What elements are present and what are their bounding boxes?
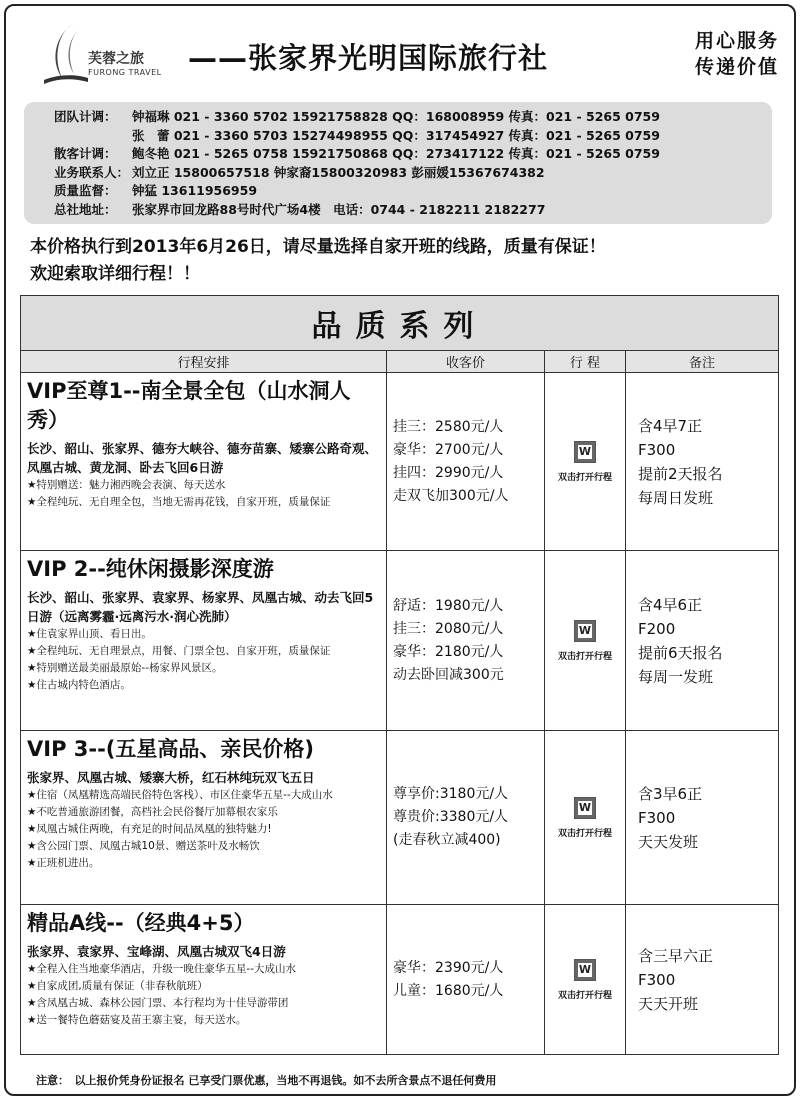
- word-glyph: W: [578, 962, 592, 976]
- contact-text: 张 蕾 021 - 3360 5703 15274498955 QQ：317454927 传真：021 - 5265 0759: [132, 127, 660, 143]
- price-line: 尊享价:3180元/人: [393, 786, 509, 802]
- price-line: 挂三：2080元/人: [393, 620, 504, 637]
- route-title: VIP 2--纯休闲摄影深度游: [27, 557, 274, 581]
- remark-line: 含3早6正: [638, 784, 703, 803]
- itinerary-cell: [21, 731, 387, 905]
- price-line: 豪华：2700元/人: [393, 441, 504, 458]
- route-note: ★含公园门票、凤凰古城10景、赠送茶叶及水畅饮: [27, 840, 260, 852]
- price-cell: [387, 905, 545, 1055]
- col-header-schedule: 行 程: [545, 351, 626, 373]
- itinerary-cell: [21, 905, 387, 1055]
- word-document-icon[interactable]: [574, 441, 596, 463]
- remark-line: 含4早7正: [638, 416, 703, 435]
- contact-row: [54, 182, 772, 201]
- price-line: 儿童：1680元/人: [393, 982, 504, 999]
- route-note: ★含凤凰古城、森林公园门票、本行程均为十佳导游带团: [27, 997, 289, 1009]
- contact-label: 团队计调：: [54, 109, 117, 124]
- contact-label: 业务联系人：: [54, 164, 130, 180]
- route-summary: 长沙、韶山、张家界、袁家界、杨家界、凤凰古城、动去飞回5日游（远离雾霾·远离污水·润心洗肺）: [27, 590, 374, 624]
- route-note: ★住袁家界山顶、看日出。: [27, 628, 152, 640]
- table-row: [21, 551, 779, 731]
- route-summary: 张家界、袁家界、宝峰湖、凤凰古城双飞4日游: [27, 944, 286, 959]
- remark-line: F300: [638, 970, 676, 989]
- schedule-cell[interactable]: [545, 373, 626, 551]
- contact-row: [54, 201, 772, 220]
- slogan-line-1: 用心服务: [694, 30, 779, 52]
- contact-row: [54, 164, 772, 183]
- price-notice: [30, 234, 606, 288]
- schedule-cell[interactable]: [545, 905, 626, 1055]
- contact-label: 质量监督：: [54, 183, 117, 198]
- word-glyph: W: [578, 623, 592, 637]
- price-line: 尊贵价:3380元/人: [393, 809, 509, 825]
- remarks-cell: [626, 731, 779, 905]
- header: [20, 14, 785, 94]
- remark-line: F300: [638, 808, 676, 827]
- route-note: ★不吃普通旅游团餐，高档社会民俗餐厅加幕根农家乐: [27, 806, 278, 818]
- remark-line: 提前2天报名: [638, 464, 723, 483]
- word-glyph: W: [578, 800, 592, 814]
- price-line: 舒适：1980元/人: [393, 597, 504, 614]
- notice-line-1: 本价格执行到2013年6月26日，请尽量选择自家开班的线路，质量有保证！: [30, 237, 606, 257]
- itinerary-table: [20, 295, 779, 1055]
- notice-line-2: 欢迎索取详细行程！！: [30, 264, 200, 284]
- route-note: ★特别赠送：魅力湘西晚会表演、每天送水: [27, 479, 226, 491]
- route-summary: 张家界、凤凰古城、矮寨大桥，红石林纯玩双飞五日: [27, 770, 315, 785]
- itinerary-cell: [21, 551, 387, 731]
- contact-panel: [24, 102, 772, 224]
- footer-note: 注意： 以上报价凭身份证报名 已享受门票优惠，当地不再退钱。如不去所含景点不退任何费用: [36, 1074, 497, 1087]
- route-summary: 长沙、韶山、张家界、德夯大峡谷、德夯苗寨、矮寨公路奇观、凤凰古城、黄龙洞、卧去飞回6日游: [27, 441, 378, 475]
- route-note: ★特别赠送最美丽最原始--杨家界风景区。: [27, 662, 223, 674]
- route-title: VIP 3--(五星高品、亲民价格): [27, 737, 315, 761]
- table-row: [21, 905, 779, 1055]
- col-header-price: 收客价: [387, 351, 545, 373]
- remarks-cell: [626, 551, 779, 731]
- remark-line: 每周一发班: [638, 667, 714, 686]
- slogan-line-2: 传递价值: [694, 56, 779, 78]
- price-line: 挂三：2580元/人: [393, 418, 504, 435]
- route-note: ★住宿（凤凰精选高端民俗特色客栈）、市区住豪华五星--大成山水: [27, 789, 333, 801]
- remark-line: 含三早六正: [638, 946, 714, 965]
- contact-text: 刘立正 15800657518 钟家裔15800320983 彭丽媛15367674382: [132, 164, 545, 180]
- contact-row: [54, 127, 772, 146]
- remarks-cell: [626, 373, 779, 551]
- contact-text: 钟猛 13611956959: [132, 183, 258, 198]
- contact-text: 钟福琳 021 - 3360 5702 15921758828 QQ：168008959 传真：021 - 5265 0759: [132, 109, 660, 124]
- route-note: ★全程纯玩、无自理景点，用餐、门票全包、自家开班，质量保证: [27, 645, 331, 657]
- agency-name: ——张家界光明国际旅行社: [188, 41, 549, 75]
- col-header-remarks: 备注: [626, 351, 779, 373]
- remark-line: F200: [638, 619, 676, 638]
- route-note: ★送一餐特色蘑菇宴及苗王寨主宴，每天送水。: [27, 1014, 247, 1026]
- remark-line: 每周日发班: [638, 488, 714, 507]
- route-note: ★全程入住当地豪华酒店，升级一晚住豪华五星--大成山水: [27, 963, 296, 975]
- logo-cn-text: 芙蓉之旅: [88, 51, 144, 67]
- remark-line: 含4早6正: [638, 595, 703, 614]
- price-line: 走双飞加300元/人: [393, 487, 509, 504]
- logo: [42, 18, 172, 88]
- sail-logo-icon: [42, 20, 88, 86]
- remark-line: F300: [638, 440, 676, 459]
- remark-line: 天天开班: [638, 994, 699, 1013]
- contact-text: 鲍冬艳 021 - 5265 0758 15921750868 QQ：273417122 传真：021 - 5265 0759: [132, 146, 660, 161]
- price-cell: [387, 373, 545, 551]
- contact-row: [54, 108, 772, 127]
- route-note: ★正班机进出。: [27, 857, 100, 869]
- contact-label: 总社地址：: [54, 201, 117, 217]
- price-line: 动去卧回减300元: [393, 666, 504, 683]
- price-cell: [387, 551, 545, 731]
- series-title: 品质系列: [21, 296, 779, 351]
- slogan: [695, 28, 779, 80]
- remarks-cell: [626, 905, 779, 1055]
- price-cell: [387, 731, 545, 905]
- word-document-icon[interactable]: [574, 959, 596, 981]
- contact-label: 散客计调：: [54, 146, 117, 161]
- route-title: VIP至尊1--南全景全包（山水洞人秀）: [27, 379, 351, 432]
- remark-line: 天天发班: [638, 832, 699, 851]
- schedule-cell[interactable]: [545, 731, 626, 905]
- schedule-cell[interactable]: [545, 551, 626, 731]
- route-note: ★全程纯玩、无自理全包，当地无需再花钱，自家开班，质量保证: [27, 496, 331, 508]
- route-note: ★凤凰古城住两晚，有充足的时间品凤凰的独特魅力!: [27, 823, 272, 835]
- price-line: 挂四：2990元/人: [393, 464, 504, 481]
- logo-en-text: FURONG TRAVEL: [88, 68, 162, 77]
- price-line: 豪华：2390元/人: [393, 959, 504, 976]
- word-glyph: W: [578, 444, 592, 458]
- price-line: (走春秋立减400): [393, 832, 501, 848]
- word-document-icon[interactable]: [574, 620, 596, 642]
- contact-row: [54, 145, 772, 164]
- open-itinerary-label[interactable]: 双击打开行程: [557, 472, 612, 483]
- table-row: [21, 731, 779, 905]
- open-itinerary-label[interactable]: 双击打开行程: [557, 990, 612, 1001]
- route-note: ★住古城内特色酒店。: [27, 679, 131, 691]
- contact-text: 张家界市回龙路88号时代广场4楼 电话：0744 - 2182211 2182277: [132, 201, 546, 217]
- open-itinerary-label[interactable]: 双击打开行程: [557, 651, 612, 662]
- word-document-icon[interactable]: [574, 797, 596, 819]
- remark-line: 提前6天报名: [638, 643, 723, 662]
- price-line: 豪华：2180元/人: [393, 643, 504, 660]
- col-header-itinerary: 行程安排: [21, 351, 387, 373]
- table-row: [21, 373, 779, 551]
- route-title: 精品A线--（经典4+5）: [27, 911, 255, 935]
- route-note: ★自家成团,质量有保证（非春秋航班）: [27, 980, 208, 992]
- itinerary-cell: [21, 373, 387, 551]
- open-itinerary-label[interactable]: 双击打开行程: [557, 828, 612, 839]
